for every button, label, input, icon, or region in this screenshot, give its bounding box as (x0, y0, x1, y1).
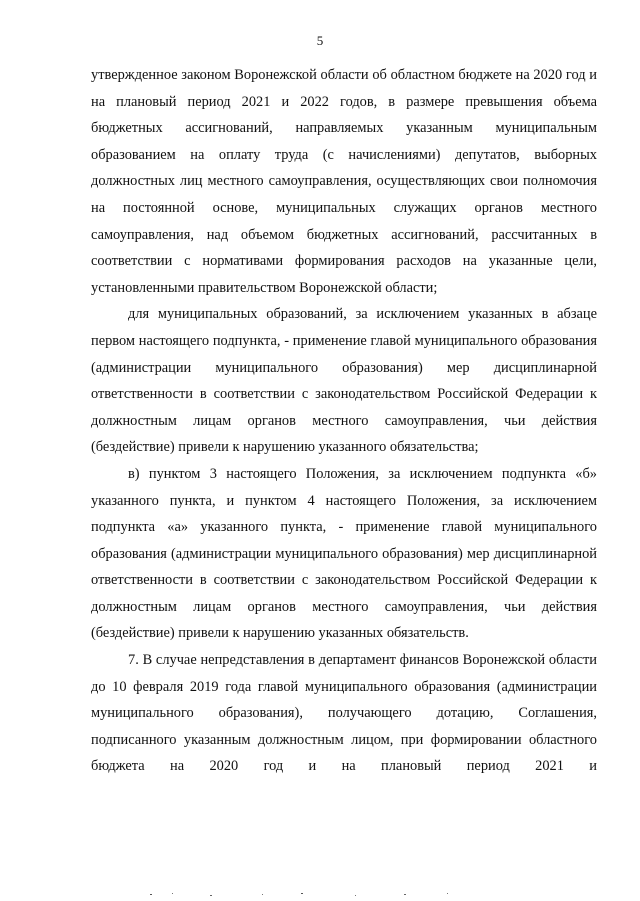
paragraph-item-7: 7. В случае непредставления в департамент финансов Воронежской области до 10 февраля 2019 года главой муниципального образования (администрации муниципального образования), получающего дотацию, Соглашения, подписанного указанным должностным лицом, при формировании областного бюджета на 2020 год и на плановый период 2021 и (91, 652, 597, 775)
paragraph-item-v: в) пунктом 3 настоящего Положения, за исключением подпункта «б» указанного пункта, и пунктом 4 настоящего Положения, за исключением подпункта «а» указанного пункта, - применение главой муниципального образования (администрации муниципального образования) мер дисциплинарной ответственности в соответствии с законодательством Российской Федерации к должностным лицам органов местного самоуправления, чьи действия (бездействие) привели к нарушению указанных обязательств. (91, 465, 597, 642)
page-number: 5 (316, 33, 324, 48)
scan-edge-marks (0, 891, 640, 901)
paragraph-budget-excess: утвержденное законом Воронежской области об областном бюджете на 2020 год и на плановый период 2021 и 2022 годов, в размере превышения объема бюджетных ассигнований, направляемых указанным муниципальным образованием на оплату труда (с начислениями) депутатов, выборных должностных лиц местного самоуправления, осуществляющих свои полномочия на постоянной основе, муниципальных служащих органов местного самоуправления, над объемом бюджетных ассигнований, рассчитанных в соответствии с нормативами формирования расходов на указанные цели, установленными правительством Воронежской области; (91, 67, 597, 296)
document-body (91, 62, 597, 780)
paragraph-disciplinary-measures: для муниципальных образований, за исключением указанных в абзаце первом настоящего подпункта, - применение главой муниципального образования (администрации муниципального образования) мер дисциплинарной ответственности в соответствии с законодательством Российской Федерации к должностным лицам органов местного самоуправления, чьи действия (бездействие) привели к нарушению указанного обязательства; (91, 306, 597, 456)
